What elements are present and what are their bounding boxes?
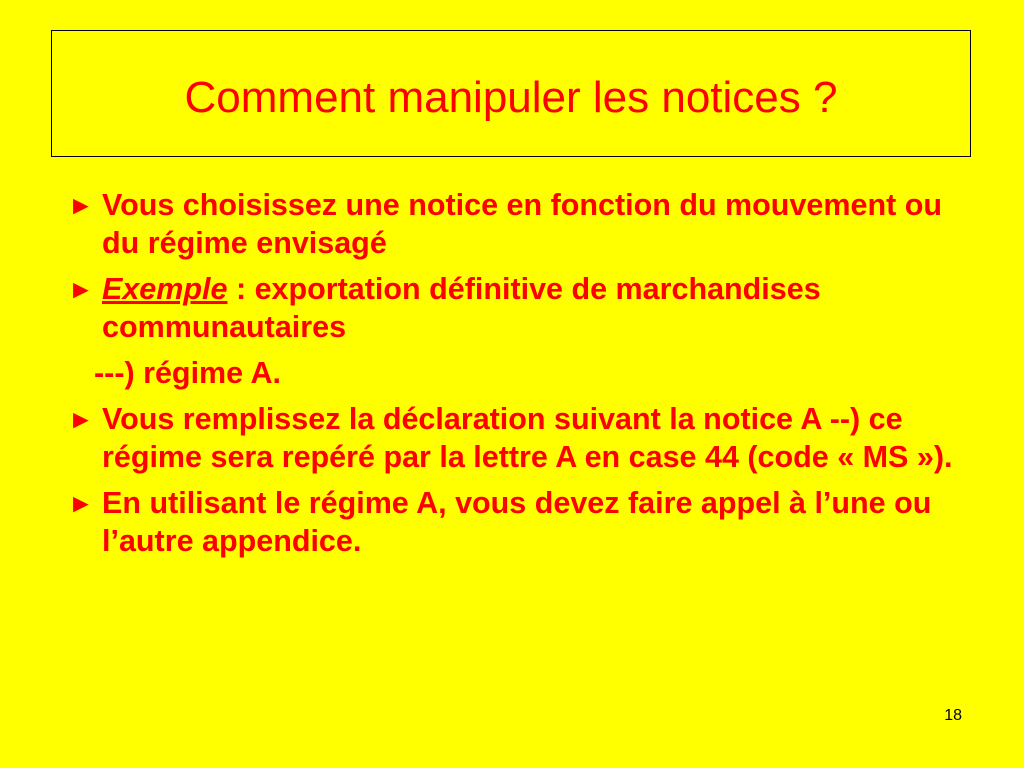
slide-title: Comment manipuler les notices ? (184, 72, 838, 122)
page-number: 18 (944, 707, 962, 724)
bullet-text: : exportation définitive de marchandises communautaires (102, 272, 821, 344)
bullet-item (68, 270, 968, 346)
triangle-bullet-icon: ► (68, 488, 94, 518)
title-box (51, 30, 971, 157)
bullet-item (68, 400, 968, 476)
bullet-item (68, 186, 968, 262)
bullet-text: Vous choisissez une notice en fonction du mouvement ou du régime envisagé (102, 188, 942, 260)
bullet-item (68, 484, 968, 560)
example-label: Exemple (102, 272, 228, 306)
bullet-text: En utilisant le régime A, vous devez faire appel à l’une ou l’autre appendice. (102, 486, 932, 558)
triangle-bullet-icon: ► (68, 190, 94, 220)
triangle-bullet-icon: ► (68, 274, 94, 304)
slide-body (68, 186, 968, 568)
triangle-bullet-icon: ► (68, 404, 94, 434)
continuation-line: ---) régime A. (94, 356, 281, 390)
bullet-text: Vous remplissez la déclaration suivant la notice A --) ce régime sera repéré par la lettre A en case 44 (code « MS »). (102, 402, 953, 474)
